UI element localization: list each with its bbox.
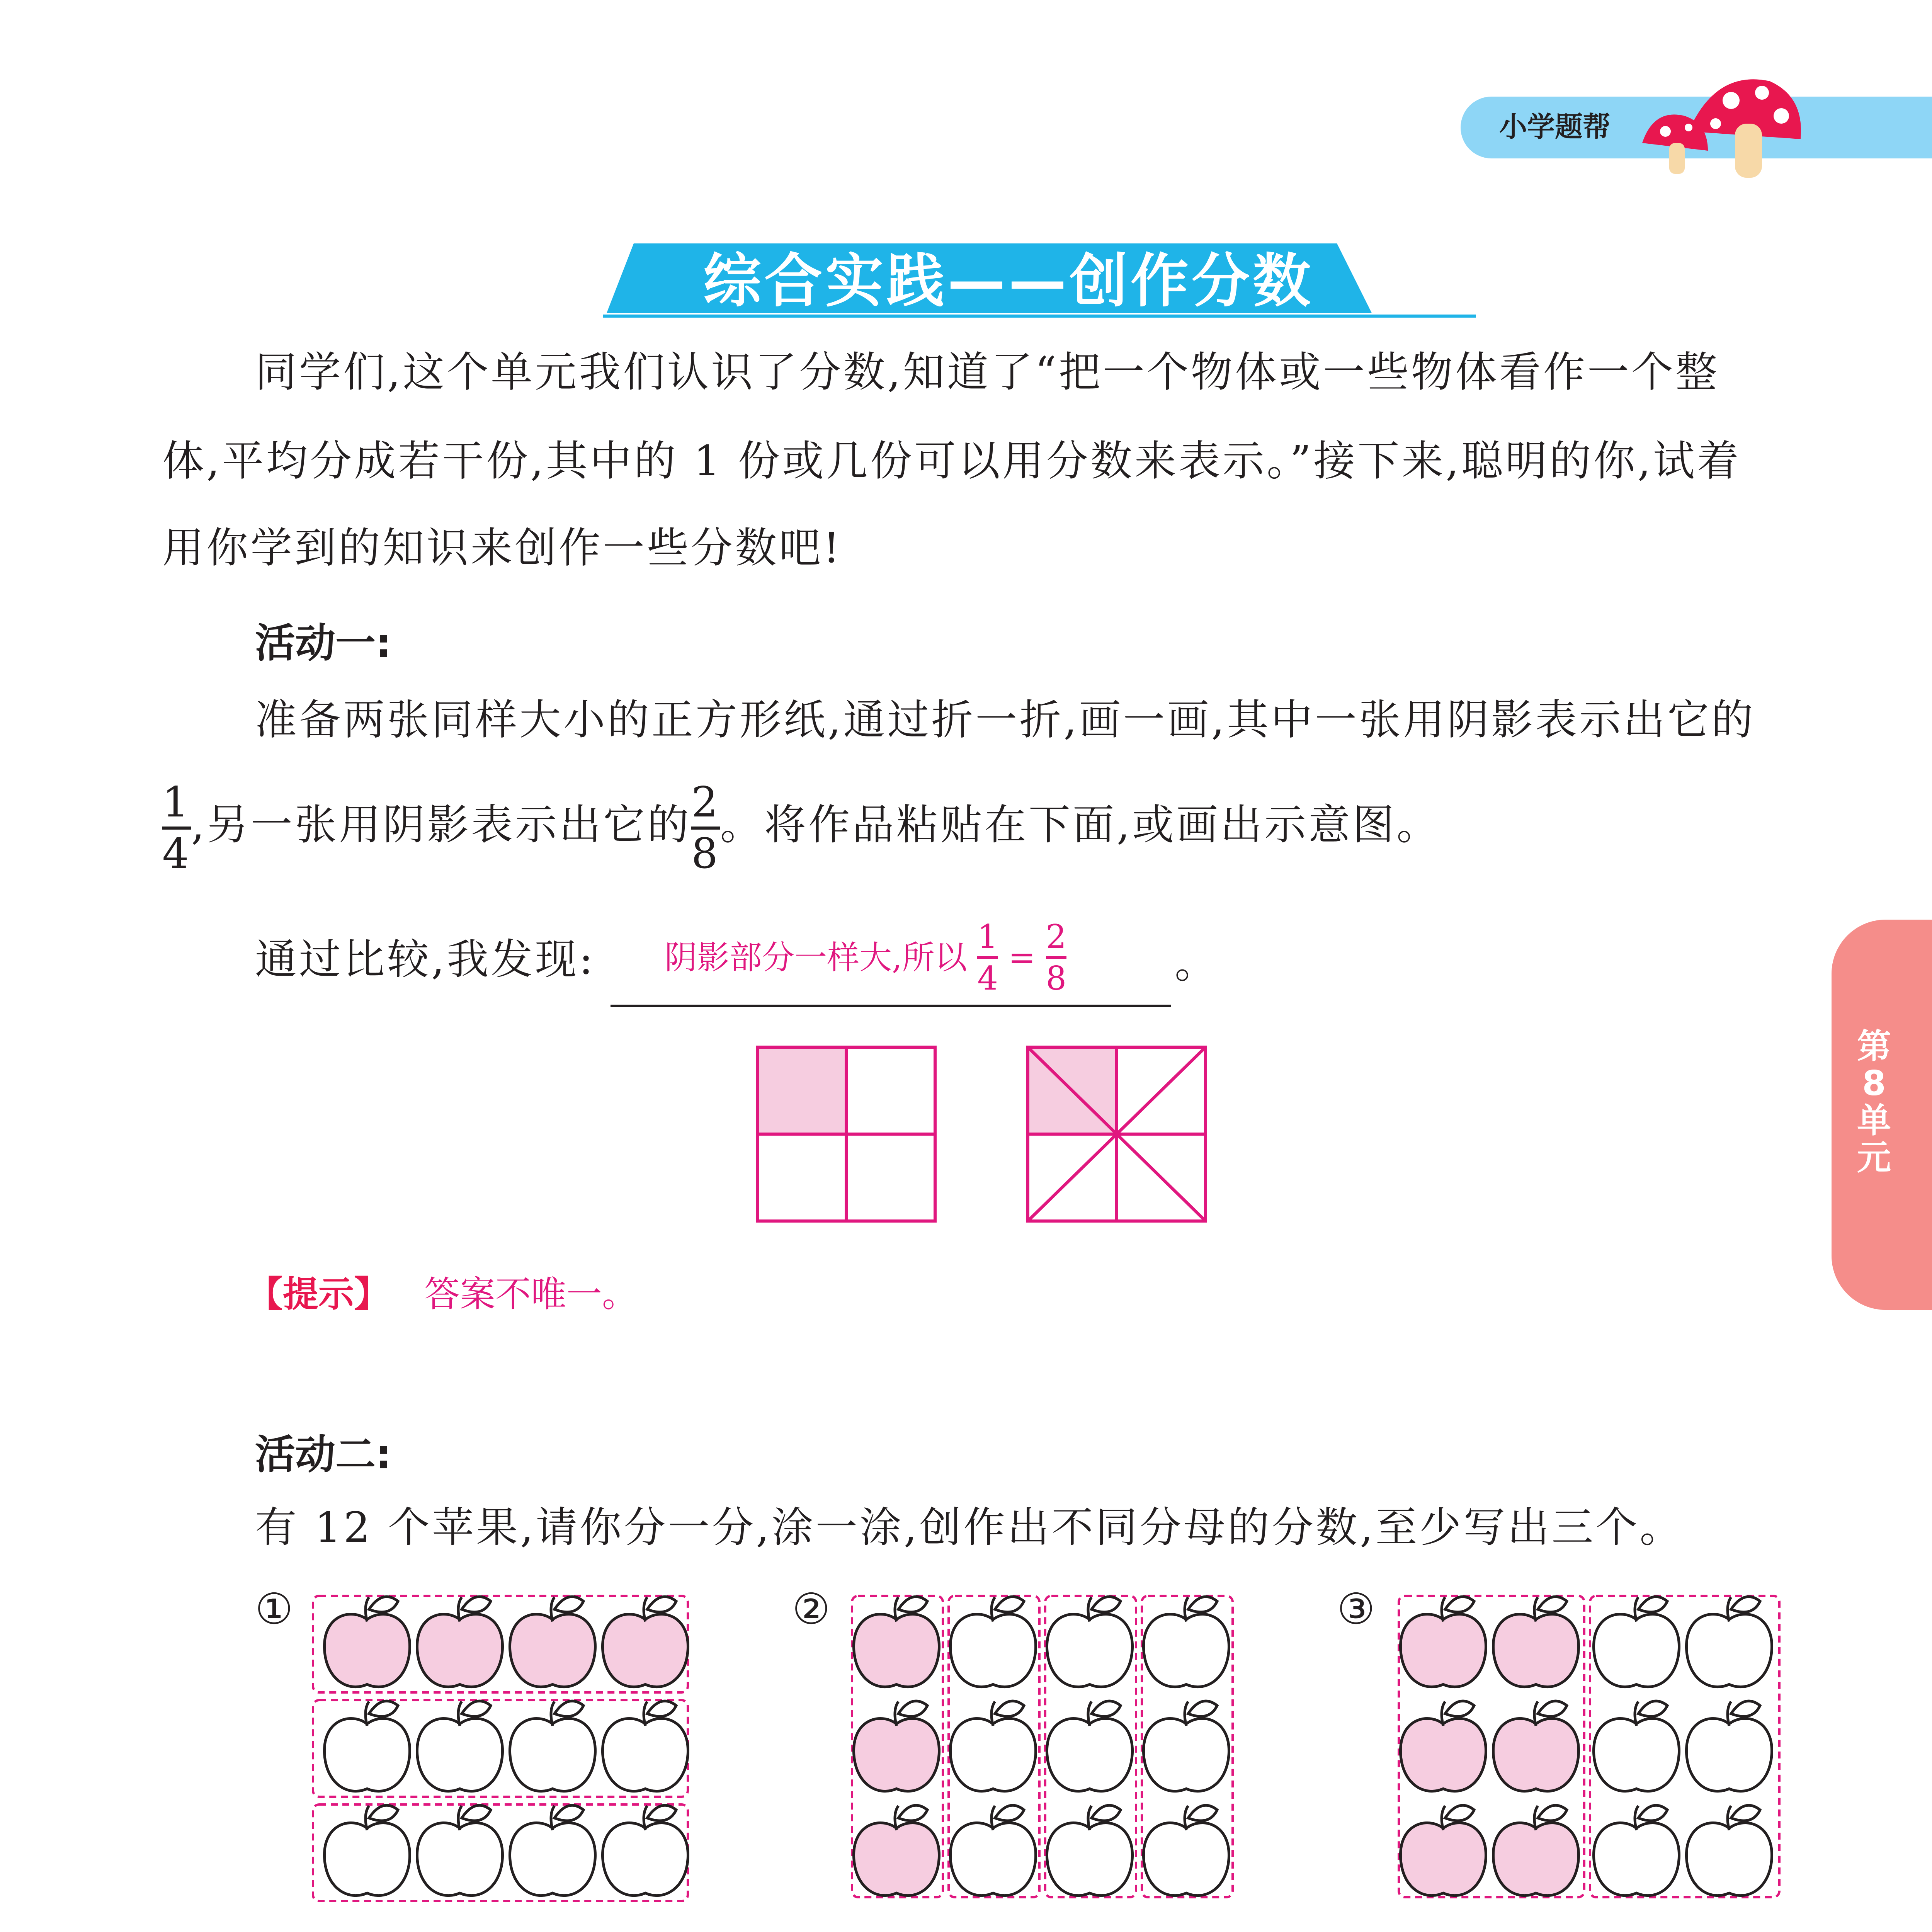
apple-group-1 bbox=[309, 1588, 692, 1909]
activity2-line-1: 有 12 个苹果,请你分一分,涂一涂,创作出不同分母的分数,至少写出三个。 bbox=[255, 1503, 1684, 1552]
apple-icon bbox=[602, 1701, 688, 1791]
apple-icon bbox=[602, 1597, 688, 1687]
intro-line-3: 用你学到的知识来创作一些分数吧! bbox=[162, 524, 842, 572]
apple-icon bbox=[510, 1597, 595, 1687]
apple-icon bbox=[1047, 1805, 1132, 1895]
apple-icon bbox=[1686, 1805, 1772, 1895]
apple-icon bbox=[510, 1701, 595, 1791]
fraction-1-4: 1 4 bbox=[162, 778, 191, 878]
apple-icon bbox=[1686, 1597, 1772, 1687]
apple-icon bbox=[1594, 1805, 1679, 1895]
apple-icon bbox=[1493, 1597, 1578, 1687]
apple-icon bbox=[1594, 1597, 1679, 1687]
apple-icon bbox=[324, 1701, 410, 1791]
group-1-marker: ① bbox=[255, 1584, 293, 1634]
apple-icon bbox=[417, 1597, 502, 1687]
apple-icon bbox=[1047, 1597, 1132, 1687]
apple-icon bbox=[854, 1597, 939, 1687]
square-eighths bbox=[1024, 1043, 1217, 1229]
apple-icon bbox=[1493, 1805, 1578, 1895]
section-title: 综合实践——创作分数 bbox=[703, 248, 1314, 315]
apple-icon bbox=[1594, 1701, 1679, 1791]
answer-underline bbox=[611, 1005, 1171, 1007]
activity2-heading: 活动二: bbox=[255, 1431, 392, 1478]
activity1-hint bbox=[247, 1275, 638, 1314]
apple-icon bbox=[950, 1597, 1036, 1687]
apple-icon bbox=[1493, 1701, 1578, 1791]
header-title: 小学题帮 bbox=[1499, 111, 1611, 143]
apple-icon bbox=[1047, 1701, 1132, 1791]
activity1-heading: 活动一: bbox=[255, 619, 392, 667]
mushroom-icon bbox=[1631, 66, 1808, 182]
apple-icon bbox=[1400, 1701, 1486, 1791]
compare-label: 通过比较,我发现: bbox=[255, 935, 595, 984]
apple-icon bbox=[1143, 1805, 1229, 1895]
compare-period: 。 bbox=[1175, 939, 1219, 988]
fraction-2-8: 2 8 bbox=[691, 778, 720, 878]
activity1-line-1: 准备两张同样大小的正方形纸,通过折一折,画一画,其中一张用阴影表示出它的 bbox=[255, 696, 1755, 744]
apple-icon bbox=[1143, 1597, 1229, 1687]
apple-icon bbox=[417, 1701, 502, 1791]
apple-icon bbox=[417, 1805, 502, 1895]
hint-label: 【提示】 bbox=[247, 1274, 390, 1315]
answer-fraction-b: 2 8 bbox=[1046, 918, 1067, 998]
unit-side-tab-label: 第8单元 bbox=[1857, 1026, 1891, 1177]
apple-icon bbox=[1143, 1701, 1229, 1791]
hint-text: 答案不唯一。 bbox=[424, 1274, 638, 1315]
apple-icon bbox=[324, 1805, 410, 1895]
apple-icon bbox=[324, 1597, 410, 1687]
square-quarter bbox=[753, 1043, 947, 1229]
intro-line-1: 同学们,这个单元我们认识了分数,知道了“把一个物体或一些物体看作一个整 bbox=[255, 348, 1719, 396]
answer-fraction-a: 1 4 bbox=[977, 918, 998, 998]
apple-group-2 bbox=[848, 1588, 1238, 1905]
apple-icon bbox=[510, 1805, 595, 1895]
group-2-marker: ② bbox=[792, 1584, 830, 1634]
apple-icon bbox=[950, 1701, 1036, 1791]
apple-icon bbox=[1400, 1805, 1486, 1895]
apple-icon bbox=[950, 1805, 1036, 1895]
apple-icon bbox=[1686, 1701, 1772, 1791]
apple-group-3 bbox=[1395, 1588, 1785, 1905]
apple-icon bbox=[1400, 1597, 1486, 1687]
apple-icon bbox=[854, 1701, 939, 1791]
group-3-marker: ③ bbox=[1337, 1584, 1375, 1634]
apple-icon bbox=[854, 1805, 939, 1895]
activity1-line-2: 1 4 ,另一张用阴影表示出它的 2 8 。将作品粘贴在下面,或画出示意图。 bbox=[162, 778, 1441, 878]
compare-answer: 阴影部分一样大,所以 1 4 = 2 8 bbox=[665, 918, 1067, 998]
intro-line-2: 体,平均分成若干份,其中的 1 份或几份可以用分数来表示。”接下来,聪明的你,试着 bbox=[162, 437, 1741, 485]
apple-icon bbox=[602, 1805, 688, 1895]
